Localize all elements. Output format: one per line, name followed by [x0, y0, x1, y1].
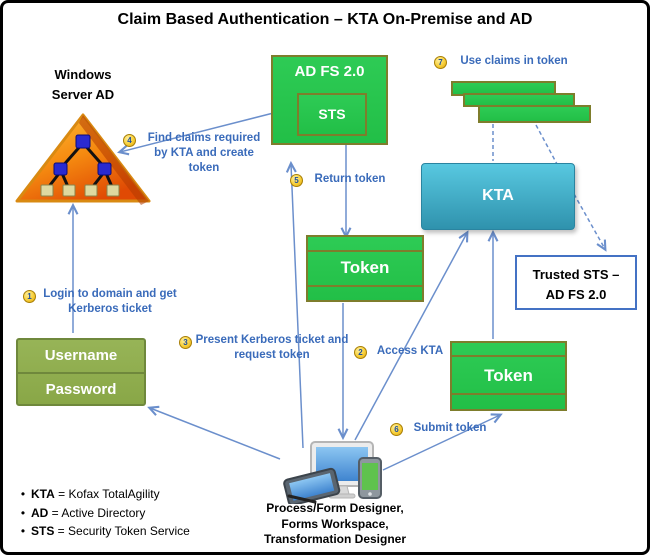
- active-directory-triangle-icon: [13, 113, 153, 208]
- legend-term: AD: [31, 505, 49, 520]
- trusted-sts-line2: AD FS 2.0: [545, 286, 607, 302]
- token-box-middle: [306, 235, 424, 302]
- step-5-badge: 5: [290, 174, 303, 187]
- token-right-divider-top: [452, 355, 565, 357]
- step-2-badge: 2: [354, 346, 367, 359]
- windows-server-ad-line1: Windows: [54, 67, 112, 82]
- sts-box: STS: [297, 93, 367, 136]
- legend-def: = Security Token Service: [54, 524, 190, 539]
- trusted-sts-box: [515, 255, 637, 310]
- windows-server-ad-label: [28, 65, 138, 105]
- legend-item-sts: [15, 522, 245, 541]
- step-1-label: Login to domain and get Kerberos ticket: [43, 288, 177, 315]
- client-label: [241, 501, 429, 548]
- arrow-client-to-credentials: [150, 408, 280, 459]
- step-3-badge: 3: [179, 336, 192, 349]
- credentials-box: [16, 338, 146, 406]
- step-7-label: Use claims in token: [460, 55, 568, 67]
- step-5-label: Return token: [314, 173, 386, 185]
- dashed-kta-to-trusted-sts: [574, 194, 605, 249]
- bullet-icon: •: [20, 524, 26, 539]
- windows-server-ad-line2: Server AD: [51, 87, 115, 103]
- token-right-divider-bottom: [452, 393, 565, 395]
- arrow-client-to-adfs: [291, 164, 303, 448]
- legend-item-ad: [15, 504, 245, 523]
- legend: [15, 485, 245, 541]
- legend-def: = Active Directory: [48, 505, 146, 520]
- legend-def: = Kofax TotalAgility: [54, 487, 160, 501]
- step-3-label: Present Kerberos ticket and request token: [195, 334, 349, 361]
- token-middle-label: Token: [340, 258, 390, 277]
- adfs-label: AD FS 2.0: [294, 63, 365, 80]
- step-7-badge: 7: [434, 56, 447, 69]
- client-devices-icon: [281, 436, 396, 504]
- token-middle-divider-bottom: [308, 285, 422, 287]
- username-label: Username: [44, 347, 118, 364]
- step-1-badge: 1: [23, 290, 36, 303]
- client-label-line2: Forms Workspace,: [281, 516, 389, 531]
- legend-term: STS: [31, 524, 55, 539]
- bullet-icon: •: [20, 505, 26, 520]
- legend-item-kta: [15, 485, 245, 504]
- client-label-line3: Transformation Designer: [263, 532, 407, 547]
- step-2-label: Access KTA: [376, 345, 444, 357]
- step-6-badge: 6: [390, 423, 403, 436]
- bullet-icon: •: [20, 487, 26, 501]
- claim-bar-3: [478, 105, 591, 123]
- client-label-line1: Process/Form Designer,: [266, 501, 404, 515]
- step-4-label: Find claims required by KTA and create token: [147, 132, 261, 174]
- password-label: Password: [45, 381, 117, 398]
- page-title: Claim Based Authentication – KTA On-Premise and AD: [117, 11, 533, 28]
- trusted-sts-line1: Trusted STS –: [532, 267, 620, 282]
- legend-term: KTA: [31, 487, 55, 501]
- step-4-badge: 4: [123, 134, 136, 147]
- token-right-label: Token: [484, 366, 533, 385]
- token-middle-divider-top: [308, 250, 422, 252]
- step-6-label: Submit token: [413, 422, 487, 434]
- token-box-right: [450, 341, 567, 411]
- adfs-box: [271, 55, 388, 145]
- kta-box: KTA: [421, 163, 575, 230]
